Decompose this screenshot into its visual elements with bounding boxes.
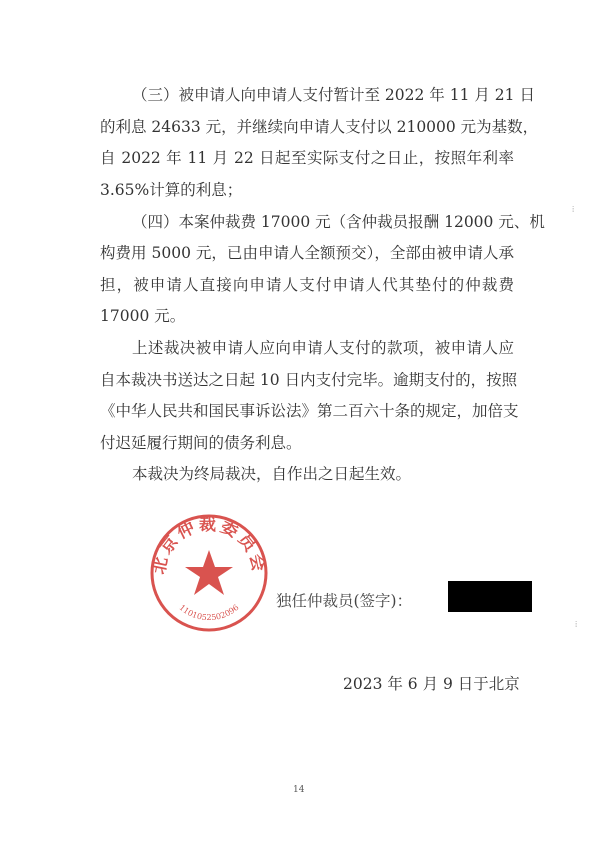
- svg-text:1101052502096: 1101052502096: [177, 602, 241, 623]
- text-line: 构费用 5000 元，已由申请人全额预交），全部由被申请人承: [100, 244, 514, 262]
- text-line: 上述裁决被申请人应向申请人支付的款项，被申请人应: [132, 339, 514, 357]
- text-line: 自本裁决书送达之日起 10 日内支付完毕。逾期支付的，按照: [100, 371, 518, 389]
- text-line: 本裁决为终局裁决，自作出之日起生效。: [132, 465, 412, 483]
- text-line: 付迟延履行期间的债务利息。: [100, 434, 302, 452]
- signature-label: 独任仲裁员(签字)：: [276, 592, 413, 610]
- redacted-signature: [448, 581, 532, 612]
- text-line: 《中华人民共和国民事诉讼法》第二百六十条的规定，加倍支: [100, 402, 519, 420]
- svg-text:北京仲裁委员会: 北京仲裁委员会: [149, 515, 269, 577]
- text-line: 的利息 24633 元，并继续向申请人支付以 210000 元为基数，: [100, 118, 539, 136]
- margin-mark: ⁞: [575, 620, 578, 629]
- text-line: （三）被申请人向申请人支付暂计至 2022 年 11 月 21 日: [132, 86, 535, 104]
- page-number: 14: [293, 785, 305, 795]
- margin-mark: ⁞: [572, 205, 575, 214]
- text-line: 3.65%计算的利息；: [100, 181, 243, 199]
- text-line: 17000 元。: [100, 307, 186, 325]
- official-seal: [148, 512, 270, 634]
- date-place: 2023 年 6 月 9 日于北京: [343, 675, 520, 693]
- text-line: （四）本案仲裁费 17000 元（含仲裁员报酬 12000 元、机: [132, 213, 545, 231]
- star-icon: [185, 550, 233, 595]
- text-line: 担，被申请人直接向申请人支付申请人代其垫付的仲裁费: [100, 276, 514, 294]
- text-line: 自 2022 年 11 月 22 日起至实际支付之日止，按照年利率: [100, 149, 514, 167]
